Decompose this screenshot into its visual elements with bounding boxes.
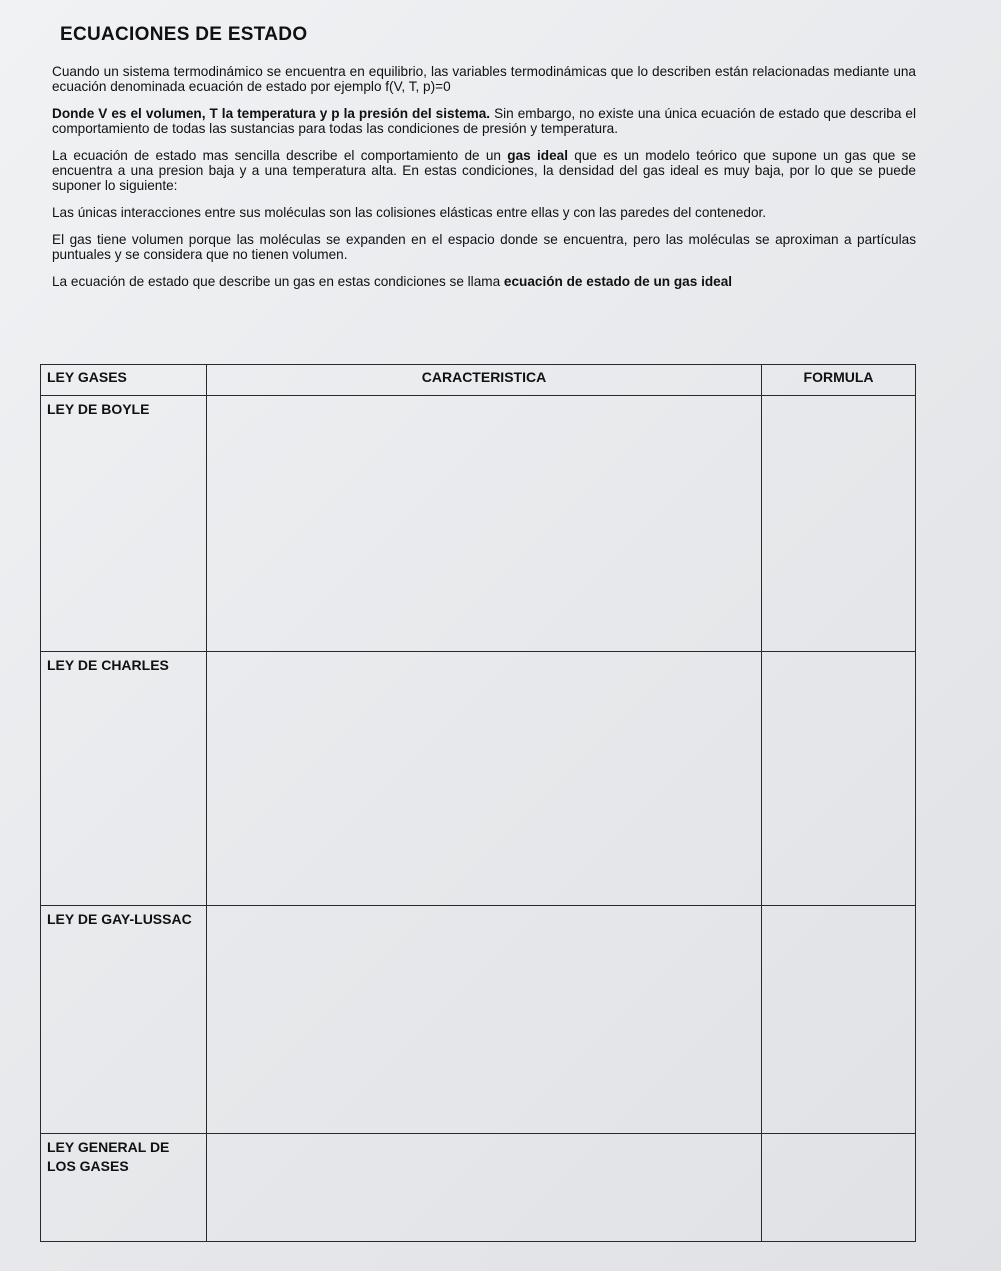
document-title: ECUACIONES DE ESTADO	[60, 24, 308, 45]
cell-caracteristica-charles[interactable]	[206, 652, 761, 906]
table-row	[41, 1134, 916, 1242]
table-row	[41, 906, 916, 1134]
row-ley-boyle: LEY DE BOYLE	[41, 396, 207, 652]
header-ley-gases: LEY GASES	[41, 365, 207, 396]
cell-caracteristica-gay-lussac[interactable]	[206, 906, 761, 1134]
paragraph-equation-name	[52, 274, 916, 289]
header-caracteristica: CARACTERISTICA	[206, 365, 761, 396]
table-header-row	[41, 365, 916, 396]
row-ley-general: LEY GENERAL DE LOS GASES	[41, 1134, 207, 1242]
paragraph-ideal-gas-a: La ecuación de estado mas sencilla describe el comportamiento de un	[52, 148, 508, 163]
paragraph-equation-name-bold: ecuación de estado de un gas ideal	[503, 274, 733, 289]
cell-formula-charles[interactable]	[762, 652, 916, 906]
paragraph-ideal-gas	[52, 148, 916, 193]
paragraph-variables-bold: Donde V es el volumen, T la temperatura y p la presión del sistema.	[52, 106, 491, 121]
row-ley-charles: LEY DE CHARLES	[41, 652, 207, 906]
paragraph-equation-name-a: La ecuación de estado que describe un gas en estas condiciones se llama	[52, 274, 504, 289]
paragraph-intro: Cuando un sistema termodinámico se encuentra en equilibrio, las variables termodinámicas que lo describen están relacionadas mediante una ecuación denominada ecuación de estado por ejemplo f(V, T, p)=0	[52, 64, 916, 94]
paragraph-interactions: Las únicas interacciones entre sus moléculas son las colisiones elásticas entre ellas y con las paredes del contenedor.	[52, 205, 767, 220]
paragraph-volume: El gas tiene volumen porque las moléculas se expanden en el espacio donde se encuentra, pero las moléculas se aproximan a partículas puntuales y se considera que no tienen volumen.	[52, 232, 916, 262]
cell-formula-gay-lussac[interactable]	[762, 906, 916, 1134]
cell-caracteristica-boyle[interactable]	[206, 396, 761, 652]
header-formula: FORMULA	[762, 365, 916, 396]
gas-laws-table	[40, 364, 916, 1242]
paragraph-ideal-gas-bold: gas ideal	[507, 148, 568, 163]
cell-formula-boyle[interactable]	[762, 396, 916, 652]
cell-formula-general[interactable]	[762, 1134, 916, 1242]
document-body	[46, 24, 916, 301]
table-row	[41, 396, 916, 652]
paragraph-variables-rest: Sin embargo, no existe una única ecuación de estado que describa el comportamiento de todas las sustancias para todas las condiciones de presión y temperatura.	[52, 106, 917, 136]
table-row	[41, 652, 916, 906]
paragraph-variables	[52, 106, 916, 136]
paragraph-ideal-gas-b: que es un modelo teórico que supone un gas que se encuentra a una presion baja y a una temperatura alta. En estas condiciones, la densidad del gas ideal es muy baja, por lo que se puede suponer lo siguiente:	[52, 148, 916, 193]
cell-caracteristica-general[interactable]	[206, 1134, 761, 1242]
row-ley-gay-lussac: LEY DE GAY-LUSSAC	[41, 906, 207, 1134]
